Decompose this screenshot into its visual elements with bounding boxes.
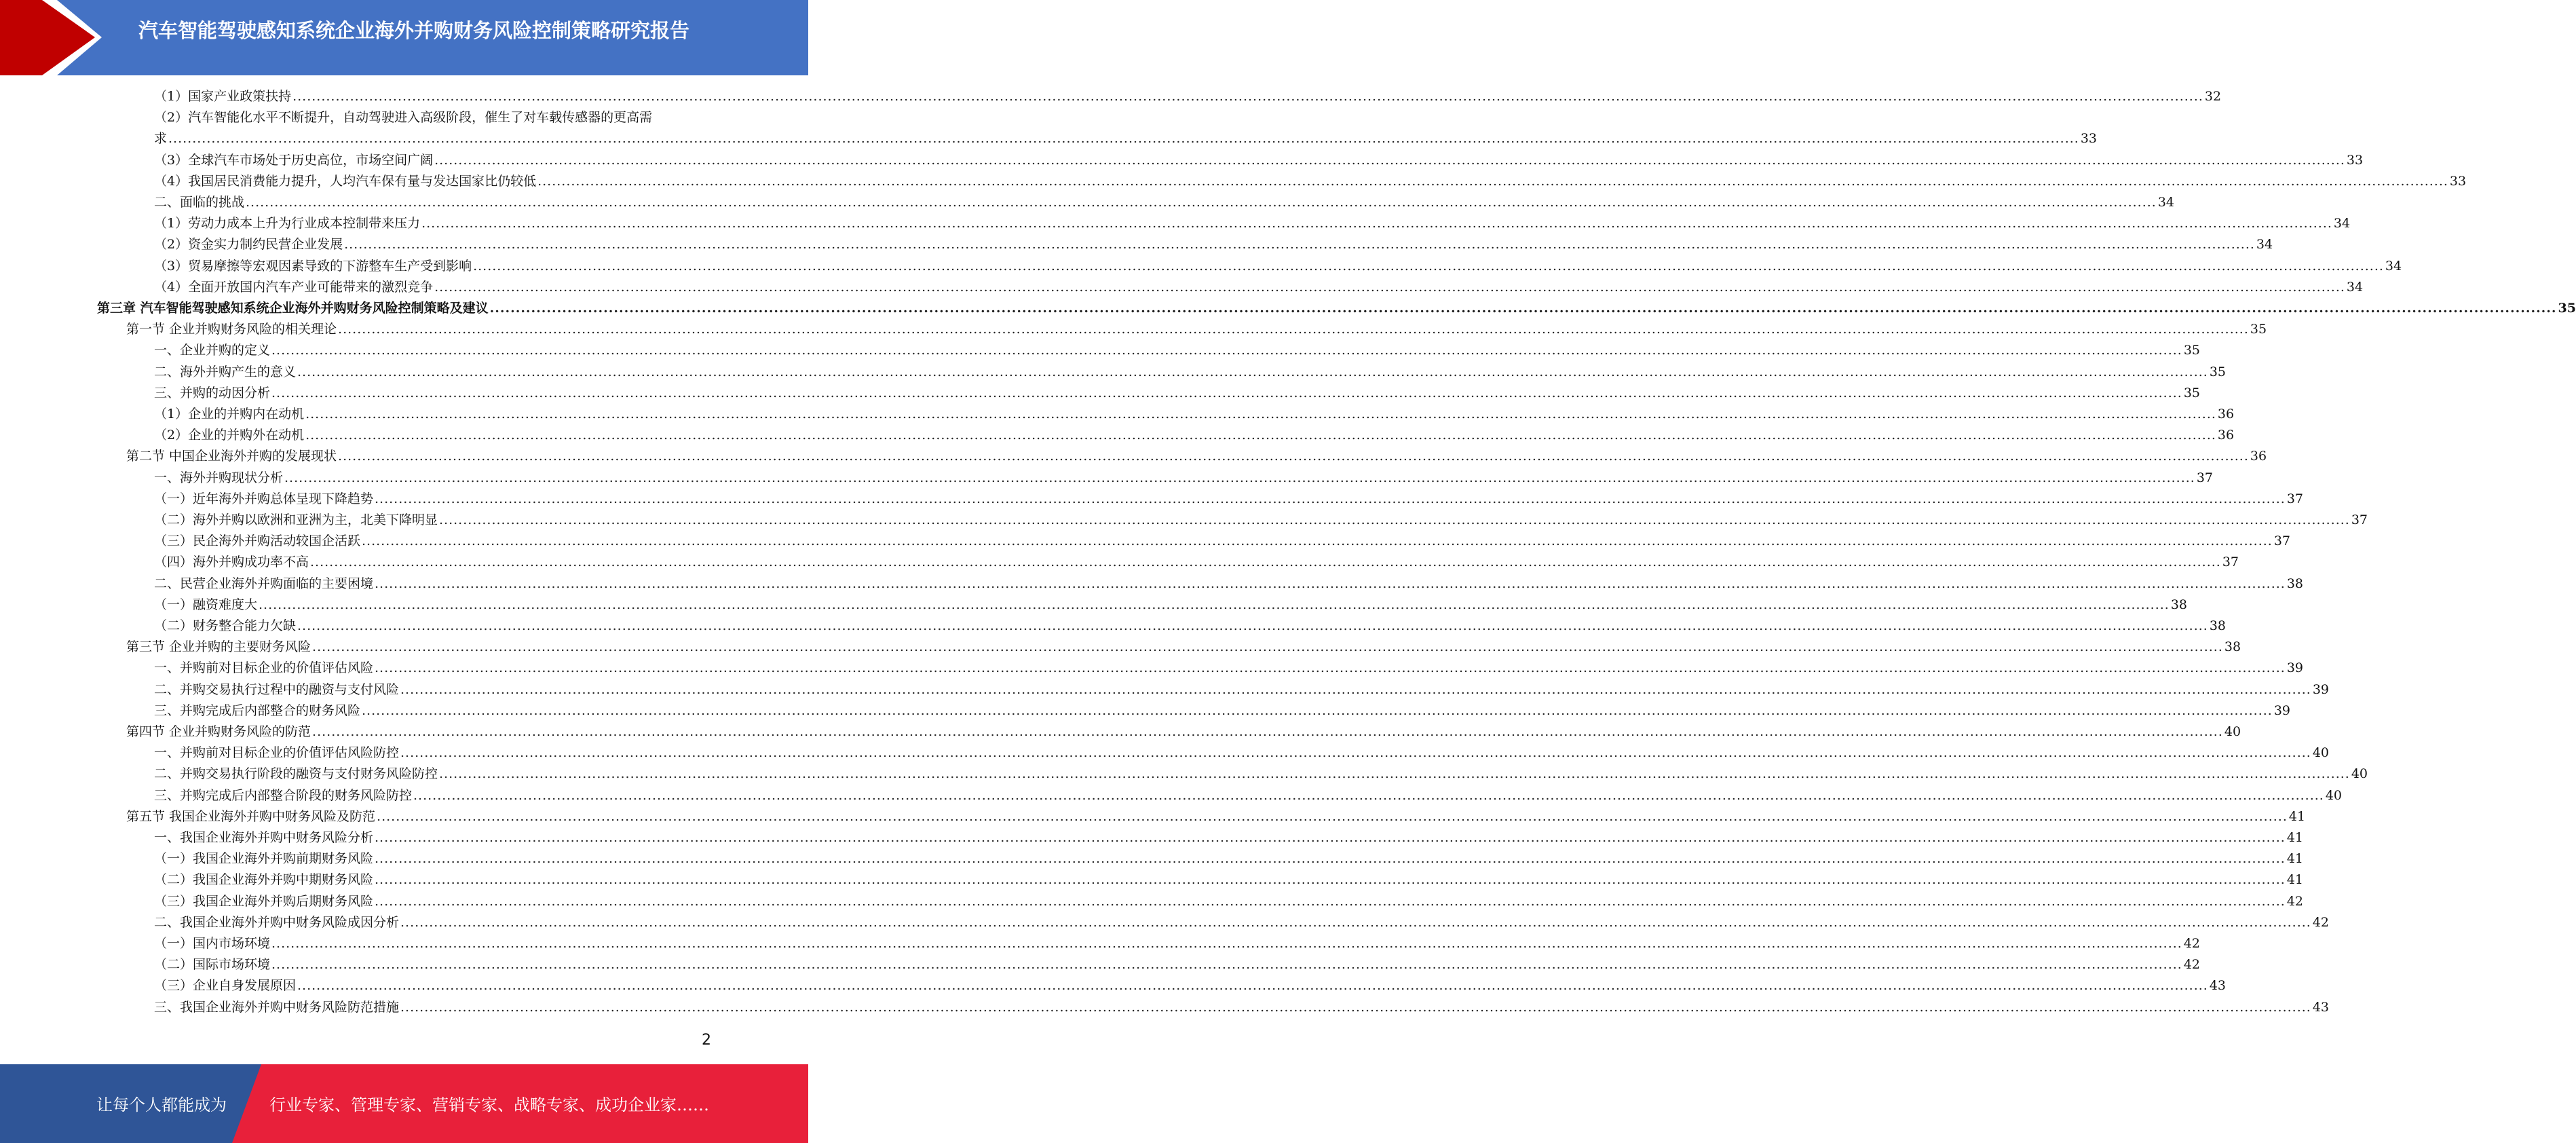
toc-leader-dots: ................................................................................................................................................................................................................................................................................................................................................................................................................ [297,618,2208,633]
toc-entry-text: （4）全面开放国内汽车产业可能带来的激烈竞争 [154,279,434,295]
toc-page-number: 43 [2209,978,2227,994]
toc-page-number: 36 [2250,449,2267,464]
toc-leader-dots: ................................................................................................................................................................................................................................................................................................................................................................................................................ [344,237,2255,252]
toc-entry-text: 二、民营企业海外并购面临的主要困境 [154,576,374,591]
toc-entry[interactable] [154,489,2304,510]
toc-page-number: 34 [2385,258,2402,274]
toc-page-number: 40 [2224,724,2241,739]
toc-entry-text: 一、并购前对目标企业的价值评估风险防控 [154,745,400,761]
toc-page-number: 39 [2286,660,2304,676]
toc-entry-text: 第三章 汽车智能驾驶感知系统企业海外并购财务风险控制策略及建议 [97,301,489,316]
toc-entry[interactable] [154,785,2343,806]
toc-leader-dots: ................................................................................................................................................................................................................................................................................................................................................................................................................ [168,131,2079,147]
toc-page-number: 33 [2449,173,2467,189]
toc-entry-text: 三、并购的动因分析 [154,385,271,400]
toc-entry[interactable] [154,764,2368,785]
toc-page-number: 35 [2250,322,2267,337]
toc-chapter-entry[interactable] [97,298,2576,319]
toc-leader-dots: ................................................................................................................................................................................................................................................................................................................................................................................................................ [434,279,2345,295]
toc-entry[interactable] [154,975,2227,996]
toc-leader-dots: ................................................................................................................................................................................................................................................................................................................................................................................................................ [434,152,2345,168]
toc-entry-text: 第三节 企业并购的主要财务风险 [126,639,311,655]
toc-entry-text: 二、并购交易执行过程中的融资与支付风险 [154,681,400,697]
toc-leader-dots: ................................................................................................................................................................................................................................................................................................................................................................................................................ [271,936,2182,951]
toc-entry-text: （1）国家产业政策扶持 [154,89,292,104]
toc-entry[interactable] [154,954,2201,975]
toc-leader-dots: ................................................................................................................................................................................................................................................................................................................................................................................................................ [310,555,2221,570]
toc-entry[interactable] [154,531,2291,552]
toc-page-number: 41 [2288,808,2306,824]
toc-page-number: 42 [2183,936,2201,951]
toc-entry-text: 二、并购交易执行阶段的融资与支付财务风险防控 [154,766,438,782]
toc-leader-dots: ................................................................................................................................................................................................................................................................................................................................................................................................................ [375,830,2286,845]
toc-entry[interactable] [154,552,2239,573]
toc-entry-text: 一、我国企业海外并购中财务风险分析 [154,830,374,845]
toc-entry[interactable] [154,912,2330,933]
toc-page-number: 35 [2209,364,2227,379]
toc-entry-text: 一、并购前对目标企业的价值评估风险 [154,660,374,676]
toc-entry[interactable] [154,510,2368,531]
toc-leader-dots: ................................................................................................................................................................................................................................................................................................................................................................................................................ [375,851,2286,867]
toc-entry-text: 二、海外并购产生的意义 [154,364,297,379]
toc-page-number: 43 [2312,999,2330,1015]
toc-leader-dots: ................................................................................................................................................................................................................................................................................................................................................................................................................ [362,702,2273,718]
toc-entry[interactable] [154,700,2291,722]
toc-entry-text: （三）企业自身发展原因 [154,978,297,994]
toc-entry-text: （2）汽车智能化水平不断提升，自动驾驶进入高级阶段，催生了对车载传感器的更高需 [154,110,653,126]
toc-page-number: 35 [2558,301,2576,316]
toc-entry[interactable] [126,806,2306,827]
toc-entry-text: （二）国际市场环境 [154,957,271,973]
toc-entry[interactable] [154,679,2330,700]
toc-page-number: 37 [2351,512,2368,527]
toc-page-number: 37 [2222,555,2239,570]
toc-leader-dots: ................................................................................................................................................................................................................................................................................................................................................................................................................ [377,808,2288,824]
toc-leader-dots: ................................................................................................................................................................................................................................................................................................................................................................................................................ [297,364,2208,379]
toc-page-number: 36 [2217,407,2235,421]
toc-entry-text: 一、海外并购现状分析 [154,470,284,485]
toc-leader-dots: ................................................................................................................................................................................................................................................................................................................................................................................................................ [400,914,2311,930]
footer-slogan-right: 行业专家、管理专家、营销专家、战略专家、成功企业家…… [269,1095,709,1114]
toc-leader-dots: ................................................................................................................................................................................................................................................................................................................................................................................................................ [312,639,2223,655]
toc-entry[interactable] [126,446,2267,467]
toc-page-number: 39 [2273,702,2291,718]
toc-page-number: 40 [2351,766,2368,782]
toc-entry[interactable] [154,277,2364,298]
toc-entry[interactable] [154,362,2227,383]
toc-entry-text: （1）企业的并购内在动机 [154,407,305,421]
toc-entry[interactable] [154,425,2235,446]
toc-leader-dots: ................................................................................................................................................................................................................................................................................................................................................................................................................ [292,89,2203,104]
toc-leader-dots: ................................................................................................................................................................................................................................................................................................................................................................................................................ [246,195,2157,210]
toc-entry-text: （3）全球汽车市场处于历史高位，市场空间广阔 [154,152,434,168]
page-footer [0,1064,808,1143]
toc-entry-text: 一、企业并购的定义 [154,343,271,358]
toc-entry[interactable] [154,616,2227,637]
toc-entry[interactable] [154,86,2222,107]
toc-page-number: 42 [2286,893,2304,909]
toc-entry[interactable] [154,848,2304,869]
toc-page-number: 41 [2286,872,2304,888]
toc-page-number: 41 [2286,830,2304,845]
toc-entry-text: （一）国内市场环境 [154,936,271,951]
toc-entry-text: （二）财务整合能力欠缺 [154,618,297,633]
toc-leader-dots: ................................................................................................................................................................................................................................................................................................................................................................................................................ [537,173,2448,189]
toc-entry[interactable] [154,997,2330,1018]
toc-entry[interactable] [154,933,2201,954]
toc-leader-dots: ................................................................................................................................................................................................................................................................................................................................................................................................................ [421,216,2332,231]
toc-entry-text: （一）我国企业海外并购前期财务风险 [154,851,374,867]
toc-page-number: 34 [2157,195,2175,210]
toc-leader-dots: ................................................................................................................................................................................................................................................................................................................................................................................................................ [259,597,2170,612]
toc-entry[interactable] [154,743,2330,764]
toc-entry[interactable] [154,383,2201,404]
toc-page-number: 37 [2273,533,2291,549]
toc-page-number: 41 [2286,851,2304,867]
toc-leader-dots: ................................................................................................................................................................................................................................................................................................................................................................................................................ [312,724,2223,739]
page-header [0,0,808,75]
toc-entry-text: 第二节 中国企业海外并购的发展现状 [126,449,337,464]
toc-entry-text: 第四节 企业并购财务风险的防范 [126,724,311,739]
toc-entry[interactable] [154,891,2304,912]
toc-entry-text: （二）海外并购以欧洲和亚洲为主，北美下降明显 [154,512,438,527]
toc-page-number: 37 [2196,470,2214,485]
toc-page-number: 38 [2286,576,2304,591]
toc-entry-text: 二、我国企业海外并购中财务风险成因分析 [154,914,400,930]
toc-page-number: 38 [2209,618,2227,633]
toc-entry-text: （1）劳动力成本上升为行业成本控制带来压力 [154,216,421,231]
toc-entry-text: 三、并购完成后内部整合的财务风险 [154,702,361,718]
toc-leader-dots: ................................................................................................................................................................................................................................................................................................................................................................................................................ [305,407,2216,421]
toc-leader-dots: ................................................................................................................................................................................................................................................................................................................................................................................................................ [375,893,2286,909]
toc-leader-dots: ................................................................................................................................................................................................................................................................................................................................................................................................................ [338,449,2249,464]
toc-leader-dots: ................................................................................................................................................................................................................................................................................................................................................................................................................ [400,999,2311,1015]
toc-entry[interactable] [154,658,2304,679]
toc-entry-text: （一）融资难度大 [154,597,258,612]
toc-entry-text: 第五节 我国企业海外并购中财务风险及防范 [126,808,376,824]
toc-leader-dots: ................................................................................................................................................................................................................................................................................................................................................................................................................ [375,491,2286,506]
toc-entry-text: 三、我国企业海外并购中财务风险防范措施 [154,999,400,1015]
header-title: 汽车智能驾驶感知系统企业海外并购财务风险控制策略研究报告 [138,19,689,42]
toc-page-number: 34 [2256,237,2273,252]
toc-leader-dots: ................................................................................................................................................................................................................................................................................................................................................................................................................ [375,872,2286,888]
toc-page-number: 38 [2224,639,2241,655]
toc-page-number: 38 [2170,597,2188,612]
footer-slogan-left: 让每个人都能成为 [96,1095,227,1114]
toc-entry-text: 第一节 企业并购财务风险的相关理论 [126,322,337,337]
toc-leader-dots: ................................................................................................................................................................................................................................................................................................................................................................................................................ [413,787,2324,803]
toc-entry[interactable] [154,213,2351,234]
toc-entry[interactable] [154,595,2188,616]
toc-entry-text: 三、并购完成后内部整合阶段的财务风险防控 [154,787,413,803]
toc-page-number: 42 [2312,914,2330,930]
toc-entry-text: （二）我国企业海外并购中期财务风险 [154,872,374,888]
toc-page-number: 34 [2346,279,2364,295]
toc-leader-dots: ................................................................................................................................................................................................................................................................................................................................................................................................................ [473,258,2384,274]
toc-leader-dots: ................................................................................................................................................................................................................................................................................................................................................................................................................ [439,766,2350,782]
toc-leader-dots: ................................................................................................................................................................................................................................................................................................................................................................................................................ [489,301,2557,316]
toc-entry-text: （4）我国居民消费能力提升，人均汽车保有量与发达国家比仍较低 [154,173,537,189]
toc-leader-dots: ................................................................................................................................................................................................................................................................................................................................................................................................................ [271,385,2182,400]
toc-entry-text: （2）企业的并购外在动机 [154,428,305,443]
toc-page-number: 33 [2080,131,2098,147]
toc-entry-text: （一）近年海外并购总体呈现下降趋势 [154,491,374,506]
toc-entry[interactable] [154,340,2201,361]
toc-entry[interactable] [126,319,2267,340]
toc-entry[interactable] [154,827,2304,848]
toc-entry-text: （三）民企海外并购活动较国企活跃 [154,533,361,549]
toc-leader-dots: ................................................................................................................................................................................................................................................................................................................................................................................................................ [375,576,2286,591]
toc-entry-text: （三）我国企业海外并购后期财务风险 [154,893,374,909]
toc-page-number: 32 [2204,89,2222,104]
toc-page-number: 36 [2217,428,2235,443]
toc-page-number: 39 [2312,681,2330,697]
toc-entry[interactable] [126,722,2241,743]
toc-entry[interactable] [154,171,2467,192]
toc-leader-dots: ................................................................................................................................................................................................................................................................................................................................................................................................................ [271,343,2182,358]
toc-page-number: 37 [2286,491,2304,506]
toc-leader-dots: ................................................................................................................................................................................................................................................................................................................................................................................................................ [439,512,2350,527]
toc-entry[interactable] [154,256,2402,277]
toc-page-number: 35 [2183,343,2201,358]
toc-leader-dots: ................................................................................................................................................................................................................................................................................................................................................................................................................ [297,978,2208,994]
toc-entry[interactable] [154,128,2098,149]
toc-leader-dots: ................................................................................................................................................................................................................................................................................................................................................................................................................ [400,681,2311,697]
toc-page-number: 40 [2325,787,2343,803]
toc-leader-dots: ................................................................................................................................................................................................................................................................................................................................................................................................................ [284,470,2195,485]
toc-page-number: 35 [2183,385,2201,400]
toc-entry[interactable] [154,404,2235,425]
toc-leader-dots: ................................................................................................................................................................................................................................................................................................................................................................................................................ [400,745,2311,761]
toc-entry[interactable] [154,234,2273,255]
toc-leader-dots: ................................................................................................................................................................................................................................................................................................................................................................................................................ [362,533,2273,549]
toc-leader-dots: ................................................................................................................................................................................................................................................................................................................................................................................................................ [338,322,2249,337]
toc-entry-text: （3）贸易摩擦等宏观因素导致的下游整车生产受到影响 [154,258,472,274]
page-number: 2 [702,1032,711,1049]
toc-entry-text: 二、面临的挑战 [154,195,245,210]
toc-entry[interactable] [154,869,2304,891]
toc-leader-dots: ................................................................................................................................................................................................................................................................................................................................................................................................................ [375,660,2286,676]
toc-entry[interactable] [154,150,2364,171]
toc-entry-text: （四）海外并购成功率不高 [154,555,309,570]
toc-entry[interactable] [154,574,2304,595]
toc-entry[interactable] [154,468,2214,489]
toc-entry[interactable] [126,637,2241,658]
toc-entry[interactable] [154,192,2175,213]
toc-page-number: 40 [2312,745,2330,761]
toc-page-number: 34 [2333,216,2351,231]
toc-page-number: 42 [2183,957,2201,973]
toc-leader-dots: ................................................................................................................................................................................................................................................................................................................................................................................................................ [271,957,2182,973]
toc-page-number: 33 [2346,152,2364,168]
toc-entry-text: 求 [154,131,168,147]
toc-entry-text: （2）资金实力制约民营企业发展 [154,237,343,252]
toc-leader-dots: ................................................................................................................................................................................................................................................................................................................................................................................................................ [305,428,2216,443]
